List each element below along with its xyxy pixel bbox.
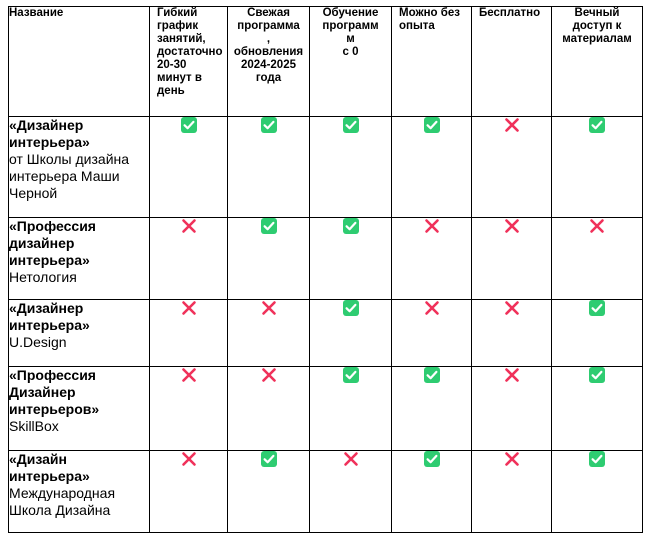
feature-cell: [472, 300, 552, 367]
comparison-table: [8, 6, 643, 533]
course-school: от Школы дизайна интерьера Маши Черной: [9, 151, 130, 201]
course-name-cell: [9, 117, 150, 218]
check-icon: [424, 367, 440, 383]
feature-cell: [552, 300, 643, 367]
feature-cell: [552, 218, 643, 300]
feature-cell: [472, 117, 552, 218]
check-icon: [343, 218, 359, 234]
feature-cell: [552, 367, 643, 451]
cross-icon: [504, 300, 520, 316]
course-title: «Дизайнер интерьера»: [9, 117, 90, 150]
table-row: [9, 367, 643, 451]
feature-cell: [150, 367, 228, 451]
cross-icon: [181, 367, 197, 383]
feature-cell: [228, 300, 310, 367]
feature-cell: [228, 367, 310, 451]
feature-cell: [392, 451, 472, 533]
header-free: Бесплатно: [472, 7, 552, 117]
course-title: «Дизайнер интерьера»: [9, 300, 90, 333]
check-icon: [343, 300, 359, 316]
feature-cell: [472, 218, 552, 300]
table-row: [9, 117, 643, 218]
header-learning-from-zero: Обучение программ м с 0: [310, 7, 392, 117]
cross-icon: [589, 218, 605, 234]
cross-icon: [424, 300, 440, 316]
cross-icon: [504, 367, 520, 383]
table-row: [9, 300, 643, 367]
header-fresh-program: Свежая программа , обновления 2024-2025 года: [228, 7, 310, 117]
check-icon: [181, 117, 197, 133]
feature-cell: [472, 367, 552, 451]
feature-cell: [228, 451, 310, 533]
feature-cell: [392, 300, 472, 367]
check-icon: [424, 117, 440, 133]
cross-icon: [181, 300, 197, 316]
course-school: Международная Школа Дизайна: [9, 485, 116, 518]
feature-cell: [310, 300, 392, 367]
feature-cell: [228, 117, 310, 218]
check-icon: [343, 367, 359, 383]
cross-icon: [261, 367, 277, 383]
table-row: [9, 451, 643, 533]
feature-cell: [310, 117, 392, 218]
check-icon: [589, 451, 605, 467]
check-icon: [343, 117, 359, 133]
cross-icon: [504, 451, 520, 467]
feature-cell: [228, 218, 310, 300]
feature-cell: [310, 367, 392, 451]
cross-icon: [424, 218, 440, 234]
cross-icon: [181, 451, 197, 467]
feature-cell: [150, 117, 228, 218]
course-school: SkillBox: [9, 418, 59, 434]
feature-cell: [552, 117, 643, 218]
cross-icon: [504, 218, 520, 234]
check-icon: [589, 117, 605, 133]
header-name: Название: [9, 7, 150, 117]
feature-cell: [310, 218, 392, 300]
table-row: [9, 218, 643, 300]
feature-cell: [392, 218, 472, 300]
feature-cell: [472, 451, 552, 533]
course-title: «Дизайн интерьера»: [9, 451, 90, 484]
course-name-cell: [9, 451, 150, 533]
header-lifetime-access: Вечный доступ к материалам: [552, 7, 643, 117]
check-icon: [261, 451, 277, 467]
course-school: U.Design: [9, 334, 67, 350]
course-name-cell: [9, 300, 150, 367]
cross-icon: [343, 451, 359, 467]
course-title: «Профессия дизайнер интерьера»: [9, 218, 96, 268]
course-school: Нетология: [9, 269, 77, 285]
check-icon: [261, 117, 277, 133]
header-no-experience: Можно без опыта: [392, 7, 472, 117]
feature-cell: [392, 117, 472, 218]
feature-cell: [310, 451, 392, 533]
feature-cell: [150, 451, 228, 533]
check-icon: [589, 367, 605, 383]
cross-icon: [261, 300, 277, 316]
check-icon: [424, 451, 440, 467]
course-name-cell: [9, 367, 150, 451]
feature-cell: [392, 367, 472, 451]
cross-icon: [181, 218, 197, 234]
course-title: «Профессия Дизайнер интерьеров»: [9, 367, 100, 417]
header-row: [9, 7, 643, 117]
check-icon: [261, 218, 277, 234]
feature-cell: [552, 451, 643, 533]
cross-icon: [504, 117, 520, 133]
check-icon: [589, 300, 605, 316]
header-flexible-schedule: Гибкий график занятий, достаточно 20-30 минут в день: [150, 7, 228, 117]
feature-cell: [150, 218, 228, 300]
course-name-cell: [9, 218, 150, 300]
feature-cell: [150, 300, 228, 367]
